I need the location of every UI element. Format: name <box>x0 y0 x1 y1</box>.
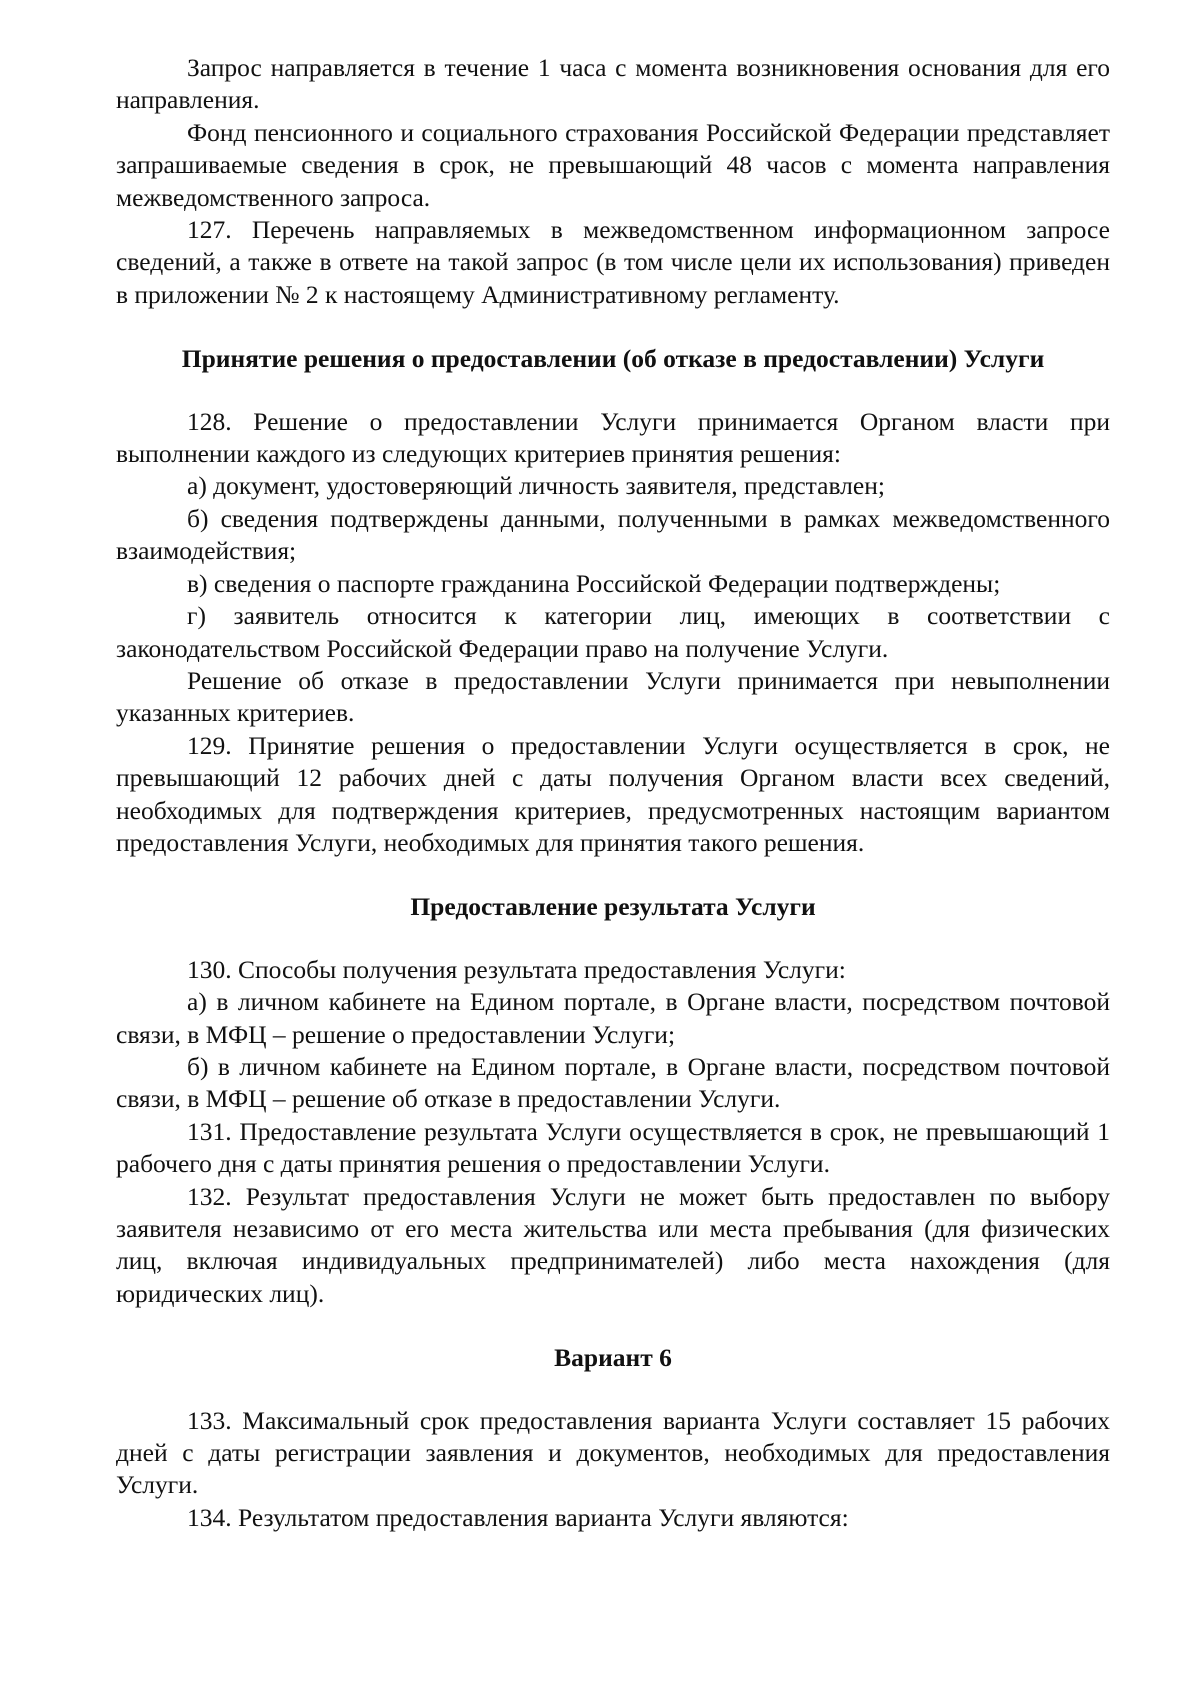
section-heading-variant-6: Вариант 6 <box>554 1343 672 1373</box>
paragraph-128: 128. Решение о предоставлении Услуги принимается Органом власти при выполнении каждого из следующих критериев принятия решения: <box>116 406 1110 469</box>
paragraph-132: 132. Результат предоставления Услуги не может быть предоставлен по выбору заявителя независимо от его места жительства или места пребывания (для физических лиц, включая индивидуальных предпринимателей) либо места нахождения (для юридических лиц). <box>116 1181 1110 1308</box>
paragraph-130: 130. Способы получения результата предоставления Услуги: <box>187 954 846 984</box>
section-heading-result: Предоставление результата Услуги <box>410 892 816 922</box>
list-item-a: а) документ, удостоверяющий личность заявителя, представлен; <box>187 471 885 501</box>
paragraph-request-timing: Запрос направляется в течение 1 часа с момента возникновения основания для его направления. <box>116 53 1110 115</box>
list-item-b: б) сведения подтверждены данными, полученными в рамках межведомственного взаимодействия; <box>116 503 1110 566</box>
paragraph-refusal: Решение об отказе в предоставлении Услуги принимается при невыполнении указанных критериев. <box>116 665 1110 728</box>
section-heading-decision: Принятие решения о предоставлении (об отказе в предоставлении) Услуги <box>181 344 1045 374</box>
list-item-result-b: б) в личном кабинете на Едином портале, в Органе власти, посредством почтовой связи, в МФЦ – решение об отказе в предоставлении Услуги. <box>116 1051 1110 1114</box>
paragraph-129: 129. Принятие решения о предоставлении Услуги осуществляется в срок, не превышающий 12 рабочих дней с даты получения Органом власти всех сведений, необходимых для подтверждения критериев, предусмотренных настоящим вариантом предоставления Услуги, необходимых для принятия такого решения. <box>116 730 1110 857</box>
paragraph-134: 134. Результатом предоставления варианта Услуги являются: <box>187 1502 849 1532</box>
paragraph-133: 133. Максимальный срок предоставления варианта Услуги составляет 15 рабочих дней с даты регистрации заявления и документов, необходимых для предоставления Услуги. <box>116 1405 1110 1500</box>
list-item-v: в) сведения о паспорте гражданина Российской Федерации подтверждены; <box>187 568 1001 598</box>
paragraph-127: 127. Перечень направляемых в межведомственном информационном запросе сведений, а также в ответе на такой запрос (в том числе цели их использования) приведен в приложении № 2 к настоящему Административному регламенту. <box>116 215 1110 309</box>
list-item-g: г) заявитель относится к категории лиц, имеющих в соответствии с законодательством Российской Федерации право на получение Услуги. <box>116 601 1110 663</box>
paragraph-131: 131. Предоставление результата Услуги осуществляется в срок, не превышающий 1 рабочего дня с даты принятия решения о предоставлении Услуги. <box>116 1116 1110 1179</box>
paragraph-pension-fund: Фонд пенсионного и социального страхования Российской Федерации представляет запрашиваемые сведения в срок, не превышающий 48 часов с момента направления межведомственного запроса. <box>116 117 1110 212</box>
list-item-result-a: а) в личном кабинете на Едином портале, в Органе власти, посредством почтовой связи, в МФЦ – решение о предоставлении Услуги; <box>116 987 1110 1049</box>
